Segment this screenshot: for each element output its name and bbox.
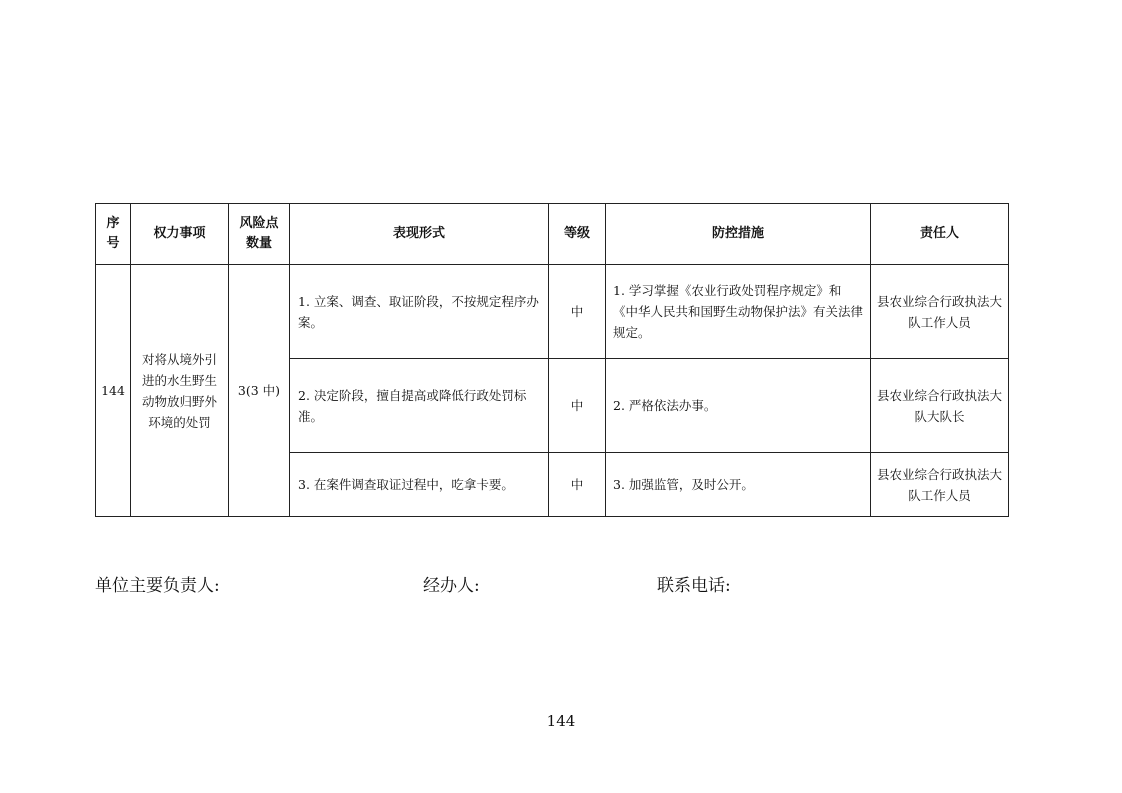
table-row xyxy=(96,265,1009,359)
header-level: 等级 xyxy=(549,204,606,265)
footer-unit-head: 单位主要负责人: xyxy=(95,576,220,596)
cell-responsible: 县农业综合行政执法大队工作人员 xyxy=(871,453,1009,517)
footer-handler: 经办人: xyxy=(423,576,480,596)
cell-measures: 2. 严格依法办事。 xyxy=(606,359,871,453)
cell-level: 中 xyxy=(549,453,606,517)
header-item: 权力事项 xyxy=(131,204,229,265)
cell-form: 1. 立案、调查、取证阶段，不按规定程序办案。 xyxy=(290,265,549,359)
cell-item: 对将从境外引进的水生野生动物放归野外环境的处罚 xyxy=(131,265,229,517)
cell-form: 2. 决定阶段，擅自提高或降低行政处罚标准。 xyxy=(290,359,549,453)
header-risk-count xyxy=(229,204,290,265)
header-responsible: 责任人 xyxy=(871,204,1009,265)
footer-phone: 联系电话: xyxy=(657,576,731,596)
header-seq xyxy=(96,204,131,265)
cell-responsible: 县农业综合行政执法大队大队长 xyxy=(871,359,1009,453)
header-form: 表现形式 xyxy=(290,204,549,265)
cell-level: 中 xyxy=(549,265,606,359)
header-measures: 防控措施 xyxy=(606,204,871,265)
cell-measures: 3. 加强监管，及时公开。 xyxy=(606,453,871,517)
page-number: 144 xyxy=(546,712,576,730)
cell-level: 中 xyxy=(549,359,606,453)
cell-seq: 144 xyxy=(96,265,131,517)
table-header-row xyxy=(96,204,1009,265)
header-seq-label: 序 号 xyxy=(106,216,120,251)
risk-table xyxy=(95,203,1009,517)
header-risk-count-label: 风险点 数量 xyxy=(239,216,279,251)
cell-responsible: 县农业综合行政执法大队工作人员 xyxy=(871,265,1009,359)
cell-form: 3. 在案件调查取证过程中，吃拿卡要。 xyxy=(290,453,549,517)
cell-measures: 1. 学习掌握《农业行政处罚程序规定》和《中华人民共和国野生动物保护法》有关法律规定。 xyxy=(606,265,871,359)
cell-risk-count: 3(3 中) xyxy=(229,265,290,517)
